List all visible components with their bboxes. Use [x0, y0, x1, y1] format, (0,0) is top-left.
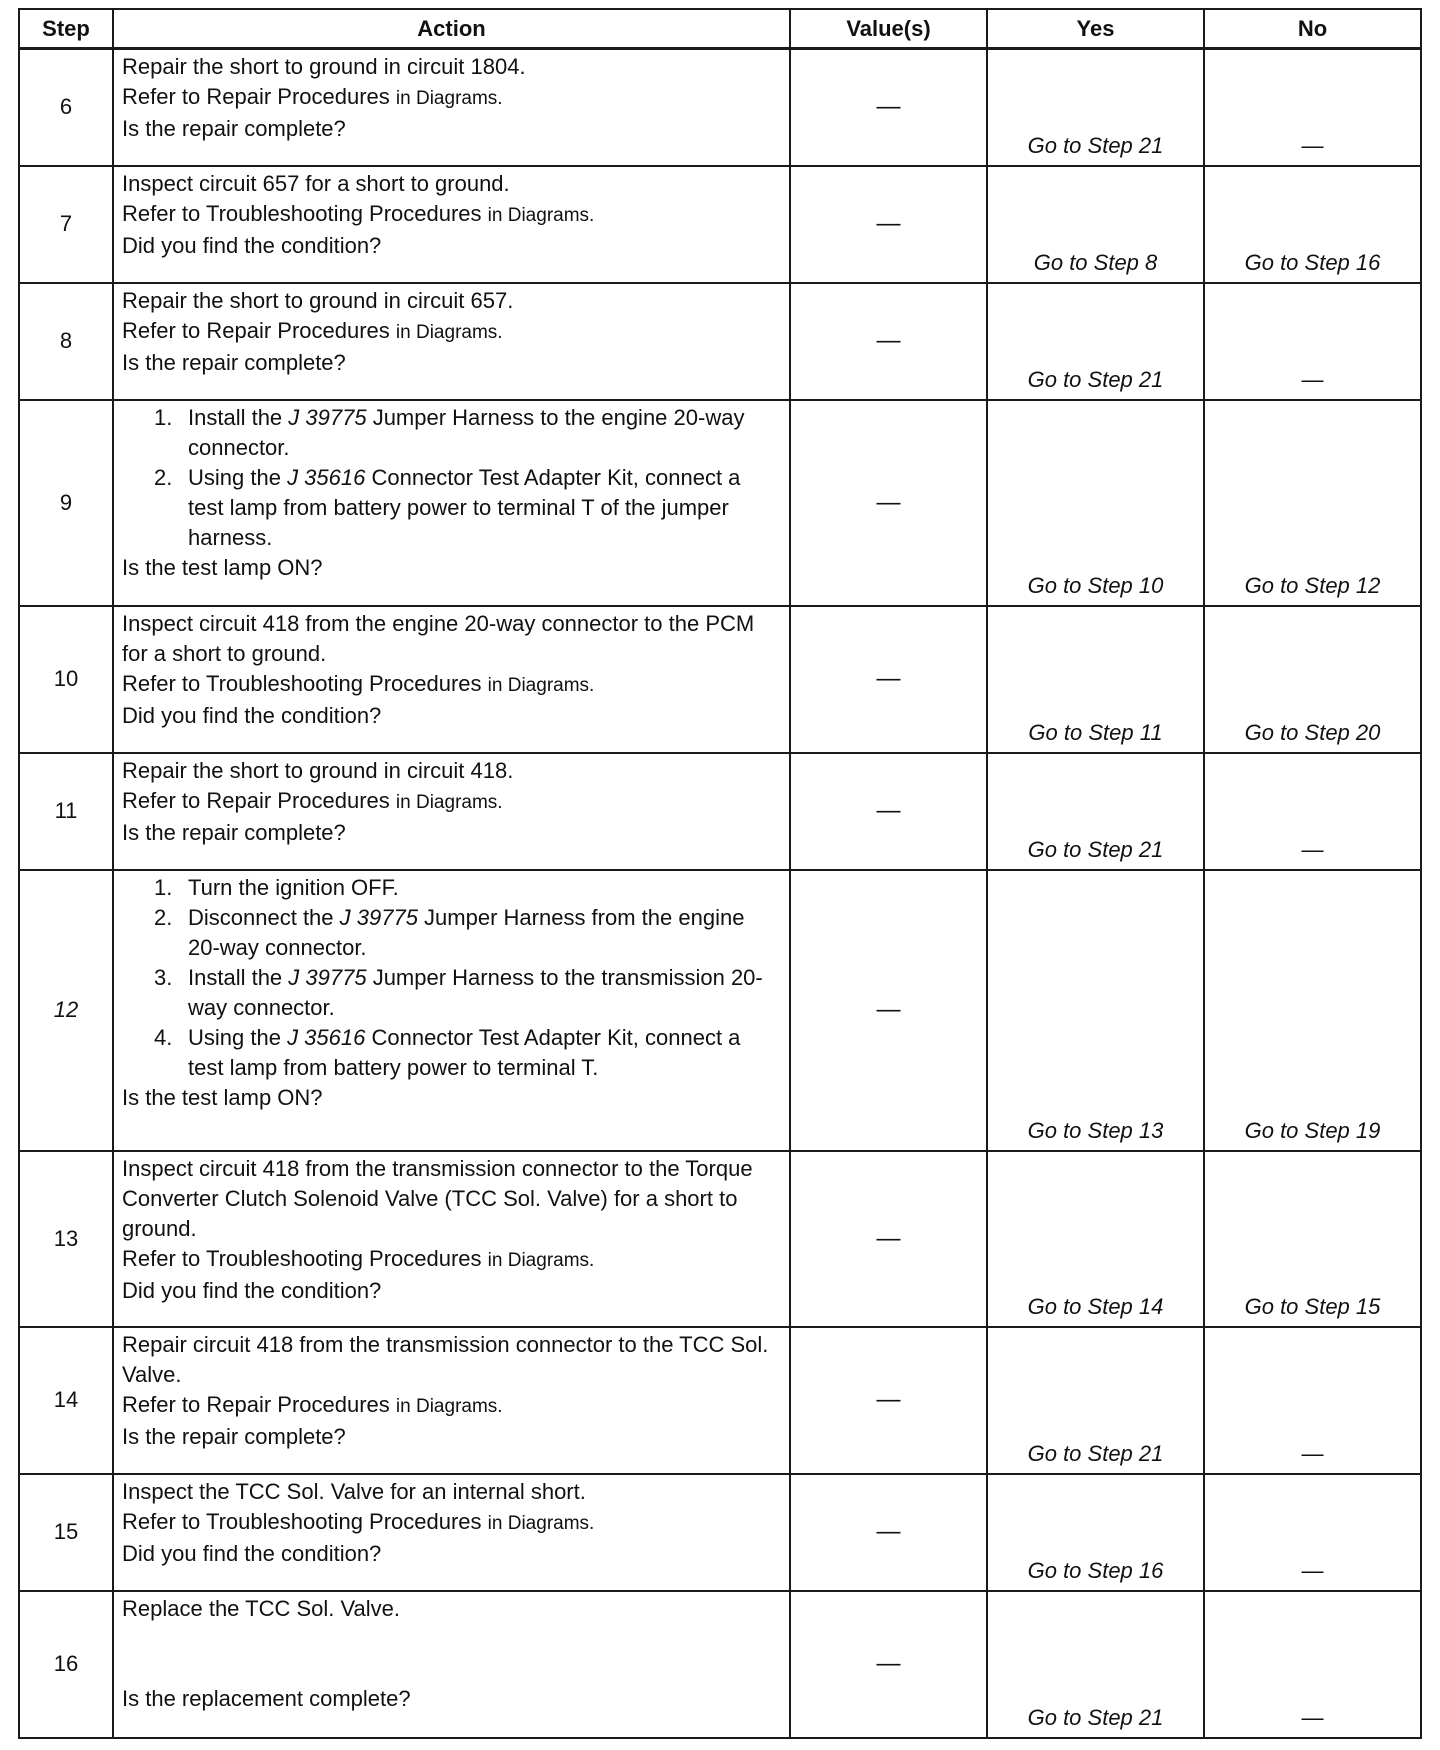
step-number: 6	[19, 49, 113, 166]
question-line: Is the repair complete?	[122, 1423, 346, 1449]
tool-number: J 39775	[288, 404, 367, 430]
table-row	[19, 606, 1421, 753]
item-number: 3.	[154, 964, 173, 990]
value-cell: —	[790, 1591, 987, 1738]
item-text: Using the	[188, 464, 288, 490]
step-number: 8	[19, 283, 113, 400]
step-number: 13	[19, 1151, 113, 1327]
table-row	[19, 1151, 1421, 1327]
table-row	[19, 283, 1421, 400]
item-text: Connector Test Adapter Kit, connect a test lamp from battery power to terminal T.	[188, 1024, 741, 1080]
step-number: 10	[19, 606, 113, 753]
no-cell: Go to Step 12	[1204, 400, 1421, 606]
question-line: Is the repair complete?	[122, 116, 346, 141]
action-cell	[113, 283, 790, 400]
action-cell	[113, 1327, 790, 1474]
value-cell: —	[790, 1327, 987, 1474]
no-cell: —	[1204, 283, 1421, 400]
yes-cell: Go to Step 21	[987, 283, 1204, 400]
header-values: Value(s)	[790, 9, 987, 49]
yes-cell: Go to Step 14	[987, 1151, 1204, 1327]
reference-text: Refer to Troubleshooting Procedures	[122, 200, 482, 226]
action-line: Repair the short to ground in circuit 1804.	[122, 54, 526, 79]
item-text: Using the	[188, 1024, 288, 1050]
action-cell	[113, 753, 790, 870]
yes-cell: Go to Step 11	[987, 606, 1204, 753]
question-line: Is the test lamp ON?	[122, 1084, 323, 1110]
item-text: Install the	[188, 964, 289, 990]
tool-number: J 35616	[287, 464, 366, 490]
question-line: Did you find the condition?	[122, 702, 382, 728]
reference-line	[122, 1390, 781, 1422]
yes-cell: Go to Step 8	[987, 166, 1204, 283]
header-row	[19, 9, 1421, 49]
step-number: 16	[19, 1591, 113, 1738]
item-number: 2.	[154, 464, 173, 490]
tool-number: J 35616	[287, 1024, 366, 1050]
reference-suffix: in Diagrams.	[487, 204, 595, 226]
table-row	[19, 400, 1421, 606]
list-item	[154, 463, 781, 553]
step-number: 9	[19, 400, 113, 606]
reference-line	[122, 786, 781, 818]
list-item	[154, 1023, 781, 1083]
value-cell: —	[790, 283, 987, 400]
reference-suffix: in Diagrams.	[487, 1249, 595, 1271]
header-yes: Yes	[987, 9, 1204, 49]
action-cell	[113, 49, 790, 166]
table-row	[19, 1474, 1421, 1591]
reference-suffix: in Diagrams.	[395, 88, 503, 109]
question-line: Did you find the condition?	[122, 1277, 382, 1303]
step-number: 14	[19, 1327, 113, 1474]
action-line: Replace the TCC Sol. Valve.	[122, 1595, 400, 1621]
action-line: Repair circuit 418 from the transmission connector to the TCC Sol. Valve.	[122, 1331, 769, 1387]
table-row	[19, 753, 1421, 870]
tool-number: J 39775	[288, 964, 367, 990]
value-cell: —	[790, 870, 987, 1151]
value-cell: —	[790, 166, 987, 283]
yes-cell: Go to Step 21	[987, 49, 1204, 166]
item-number: 2.	[154, 904, 173, 930]
table-row	[19, 166, 1421, 283]
action-cell	[113, 870, 790, 1151]
value-cell: —	[790, 753, 987, 870]
value-cell: —	[790, 400, 987, 606]
no-cell: —	[1204, 1474, 1421, 1591]
reference-suffix: in Diagrams.	[487, 674, 595, 696]
action-line: Inspect circuit 418 from the transmission connector to the Torque Converter Clutch Solenoid Valve (TCC Sol. Valve) for a short to ground.	[122, 1155, 753, 1241]
item-text: Connector Test Adapter Kit, connect a test lamp from battery power to terminal T of the jumper harness.	[188, 464, 741, 550]
action-line: Repair the short to ground in circuit 657.	[122, 287, 514, 313]
step-number: 7	[19, 166, 113, 283]
reference-text: Refer to Repair Procedures	[122, 84, 390, 109]
no-cell: Go to Step 19	[1204, 870, 1421, 1151]
tool-number: J 39775	[339, 904, 418, 930]
item-text: Jumper Harness to the engine 20-way connector.	[188, 404, 745, 460]
instruction-list	[122, 403, 781, 553]
reference-text: Refer to Repair Procedures	[122, 787, 390, 813]
no-cell: —	[1204, 1591, 1421, 1738]
value-cell: —	[790, 1474, 987, 1591]
reference-line	[122, 82, 781, 114]
list-item	[154, 873, 781, 903]
action-cell	[113, 606, 790, 753]
reference-text: Refer to Repair Procedures	[122, 317, 390, 343]
no-cell: Go to Step 16	[1204, 166, 1421, 283]
value-cell: —	[790, 49, 987, 166]
question-line: Is the repair complete?	[122, 349, 346, 375]
reference-text: Refer to Troubleshooting Procedures	[122, 670, 482, 696]
list-item	[154, 963, 781, 1023]
reference-line	[122, 1507, 781, 1539]
action-cell	[113, 400, 790, 606]
item-number: 4.	[154, 1024, 173, 1050]
value-cell: —	[790, 606, 987, 753]
header-action: Action	[113, 9, 790, 49]
item-text: Turn the ignition OFF.	[188, 874, 399, 900]
action-line: Inspect circuit 418 from the engine 20-way connector to the PCM for a short to ground.	[122, 610, 755, 666]
item-text: Jumper Harness from the engine 20-way connector.	[188, 904, 745, 960]
reference-line	[122, 316, 781, 348]
action-cell	[113, 1474, 790, 1591]
step-number: 12	[19, 870, 113, 1151]
diagnostic-table-page	[18, 8, 1420, 1739]
action-line: Inspect the TCC Sol. Valve for an internal short.	[122, 1478, 586, 1504]
list-item	[154, 403, 781, 463]
no-cell: Go to Step 20	[1204, 606, 1421, 753]
item-number: 1.	[154, 404, 173, 430]
reference-line	[122, 1244, 781, 1276]
diagnostic-table	[18, 8, 1422, 1739]
no-cell: —	[1204, 49, 1421, 166]
reference-line	[122, 199, 781, 231]
item-number: 1.	[154, 874, 173, 900]
table-row	[19, 1591, 1421, 1738]
reference-suffix: in Diagrams.	[395, 1395, 503, 1417]
yes-cell: Go to Step 21	[987, 753, 1204, 870]
action-cell	[113, 1591, 790, 1738]
reference-suffix: in Diagrams.	[395, 791, 503, 813]
header-no: No	[1204, 9, 1421, 49]
no-cell: —	[1204, 1327, 1421, 1474]
value-cell: —	[790, 1151, 987, 1327]
item-text: Install the	[188, 404, 289, 430]
yes-cell: Go to Step 16	[987, 1474, 1204, 1591]
question-line: Did you find the condition?	[122, 232, 382, 258]
reference-line	[122, 669, 781, 701]
item-text: Disconnect the	[188, 904, 340, 930]
action-line: Inspect circuit 657 for a short to ground.	[122, 170, 510, 196]
action-cell	[113, 166, 790, 283]
step-number: 15	[19, 1474, 113, 1591]
action-cell	[113, 1151, 790, 1327]
table-row	[19, 1327, 1421, 1474]
step-number: 11	[19, 753, 113, 870]
reference-text: Refer to Troubleshooting Procedures	[122, 1245, 482, 1271]
action-line: Repair the short to ground in circuit 418.	[122, 757, 514, 783]
question-line: Is the repair complete?	[122, 819, 346, 845]
table-row	[19, 870, 1421, 1151]
reference-text: Refer to Troubleshooting Procedures	[122, 1508, 482, 1534]
spacer	[122, 1624, 781, 1684]
table-row	[19, 49, 1421, 166]
yes-cell: Go to Step 10	[987, 400, 1204, 606]
header-step: Step	[19, 9, 113, 49]
reference-text: Refer to Repair Procedures	[122, 1391, 390, 1417]
yes-cell: Go to Step 21	[987, 1591, 1204, 1738]
item-text: Jumper Harness to the transmission 20-way connector.	[188, 964, 763, 1020]
question-line: Did you find the condition?	[122, 1540, 382, 1566]
yes-cell: Go to Step 13	[987, 870, 1204, 1151]
list-item	[154, 903, 781, 963]
no-cell: Go to Step 15	[1204, 1151, 1421, 1327]
yes-cell: Go to Step 21	[987, 1327, 1204, 1474]
no-cell: —	[1204, 753, 1421, 870]
reference-suffix: in Diagrams.	[395, 321, 503, 343]
question-line: Is the test lamp ON?	[122, 554, 323, 580]
reference-suffix: in Diagrams.	[487, 1512, 595, 1534]
instruction-list	[122, 873, 781, 1083]
question-line: Is the replacement complete?	[122, 1685, 411, 1711]
